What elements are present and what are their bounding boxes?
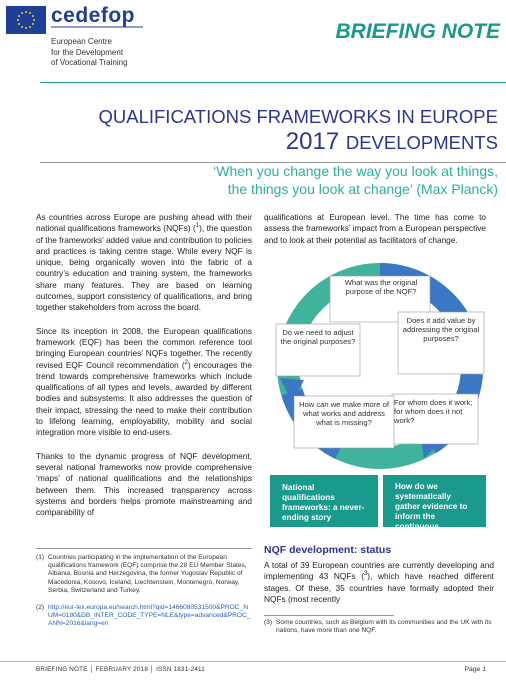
organisation-name — [51, 37, 191, 69]
footnote-divider — [264, 615, 394, 616]
brand-sub-line: of Vocational Training — [51, 58, 128, 67]
paragraph: Since its inception in 2008, the European qualifications framework (EQF) has been the common reference tool bringing European countries’ NQFs together. The recently revised EQF Council recommendation ($^2$) encourages the trend towards comprehensive frameworks which include qualifications of all types and levels, awarded by different bodies and subsystems. It also addresses the question of their impact, stressing the need to make their contribution to lifelong learning, employability, mobility and social integration more visible to end-users. — [36, 325, 252, 438]
title-line-2 — [60, 128, 498, 156]
footnote-text: Countries participating in the implementation of the European qualifications framework (EQF) comprise the 28 EU Member States, Albania, Bosnia and Herzegovina, the former Yugoslav Republic of Macedonia, Kosovo, Iceland, Liechtenstein, Montenegro, Norway, Serbia, Switzerland and Turkey. — [48, 554, 247, 594]
question-purpose: What was the original purpose of the NQF? — [344, 278, 418, 297]
brand-sub-line: European Centre — [51, 37, 112, 46]
question-add-value: Does it add value by addressing the original purposes? — [402, 316, 480, 344]
box-never-ending-story: National qualifications frameworks: a never-ending story — [270, 475, 378, 527]
right-column — [264, 212, 486, 246]
footnote-3 — [264, 619, 494, 635]
brand-sub-line: for the Development — [51, 47, 124, 57]
section-heading: NQF development: status — [264, 544, 392, 556]
footnote-divider — [36, 548, 252, 549]
quote — [150, 163, 498, 198]
footnote-ref[interactable]: 3 — [363, 571, 368, 578]
header-divider — [40, 82, 506, 83]
question-adjust: Do we need to adjust the original purposes? — [280, 328, 356, 347]
paragraph: qualifications at European level. The time has come to assess the frameworks’ impact from a European perspective and to look at their potential as facilitators of change. — [264, 212, 486, 245]
question-for-whom: For whom does it work; for whom does it not work? — [394, 398, 473, 426]
status-paragraph: A total of 39 European countries are currently developing and implementing 43 NQFs ($^3$), which have reached different stages. Of these, 35 countries have formally adopted their NQFs (most recently — [264, 560, 494, 604]
box-gather-evidence: How do we systematically gather evidence to inform the continuous development of NQFs? — [383, 475, 486, 527]
footnote-1 — [36, 554, 252, 595]
footnote-number: (3) — [264, 619, 273, 626]
footnote-2 — [36, 604, 252, 629]
footnote-number: (1) — [36, 554, 45, 561]
footnote-link[interactable]: http://eur-lex.europa.eu/search.html?qid=1466080531500&PROC_NUM=0180&DB_INTER_CODE_TYPE=NLE&type=advanced&PROC_ANN=2016&lang=en — [48, 604, 251, 628]
quote-line: the things you look at change’ (Max Planck) — [227, 180, 498, 197]
paragraph: As countries across Europe are pushing ahead with their national qualifications frameworks (NQFs) ($^1$), the question of the frameworks’ added value and contribution to policies and practices is taking centre stage. While every NQF is unique, being organically woven into the fabric of a country’s education and training system, the frameworks share many features. They are based on learning outcomes, support consistency of qualifications, and bring together stakeholders from across the board. — [36, 212, 252, 313]
footnote-ref[interactable]: 2 — [184, 359, 189, 366]
footer-divider — [0, 661, 506, 662]
title-developments: DEVELOPMENTS — [345, 132, 498, 153]
footer-info: BRIEFING NOTE │ FEBRUARY 2018 │ ISSN 1831-2411 — [36, 666, 205, 673]
question-make-more: How can we make more of what works and address what is missing? — [299, 400, 389, 428]
footnote-number: (2) — [36, 604, 45, 611]
cedefop-logo — [51, 2, 147, 37]
footnote-ref[interactable]: 1 — [195, 223, 200, 230]
briefing-note-label: BRIEFING NOTE — [335, 20, 500, 43]
title-year: 2017 — [285, 128, 340, 155]
title-line-1: QUALIFICATIONS FRAMEWORKS IN EUROPE — [98, 106, 498, 127]
quote-line: ‘When you change the way you look at things, — [213, 163, 498, 179]
svg-text:cedefop: cedefop — [51, 4, 136, 27]
paragraph: Thanks to the dynamic progress of NQF development, several national frameworks now provide comprehensive ‘maps’ of national qualifications and the relationships between them. This increased transparency across systems and borders helps promote mainstreaming and comparability of — [36, 450, 252, 518]
eu-flag-logo — [6, 6, 46, 34]
page-number: Page 1 — [464, 666, 486, 673]
left-column — [36, 212, 252, 530]
footnote-text: Some countries, such as Belgium with its communities and the UK with its nations, have more than one NQF. — [276, 619, 492, 635]
